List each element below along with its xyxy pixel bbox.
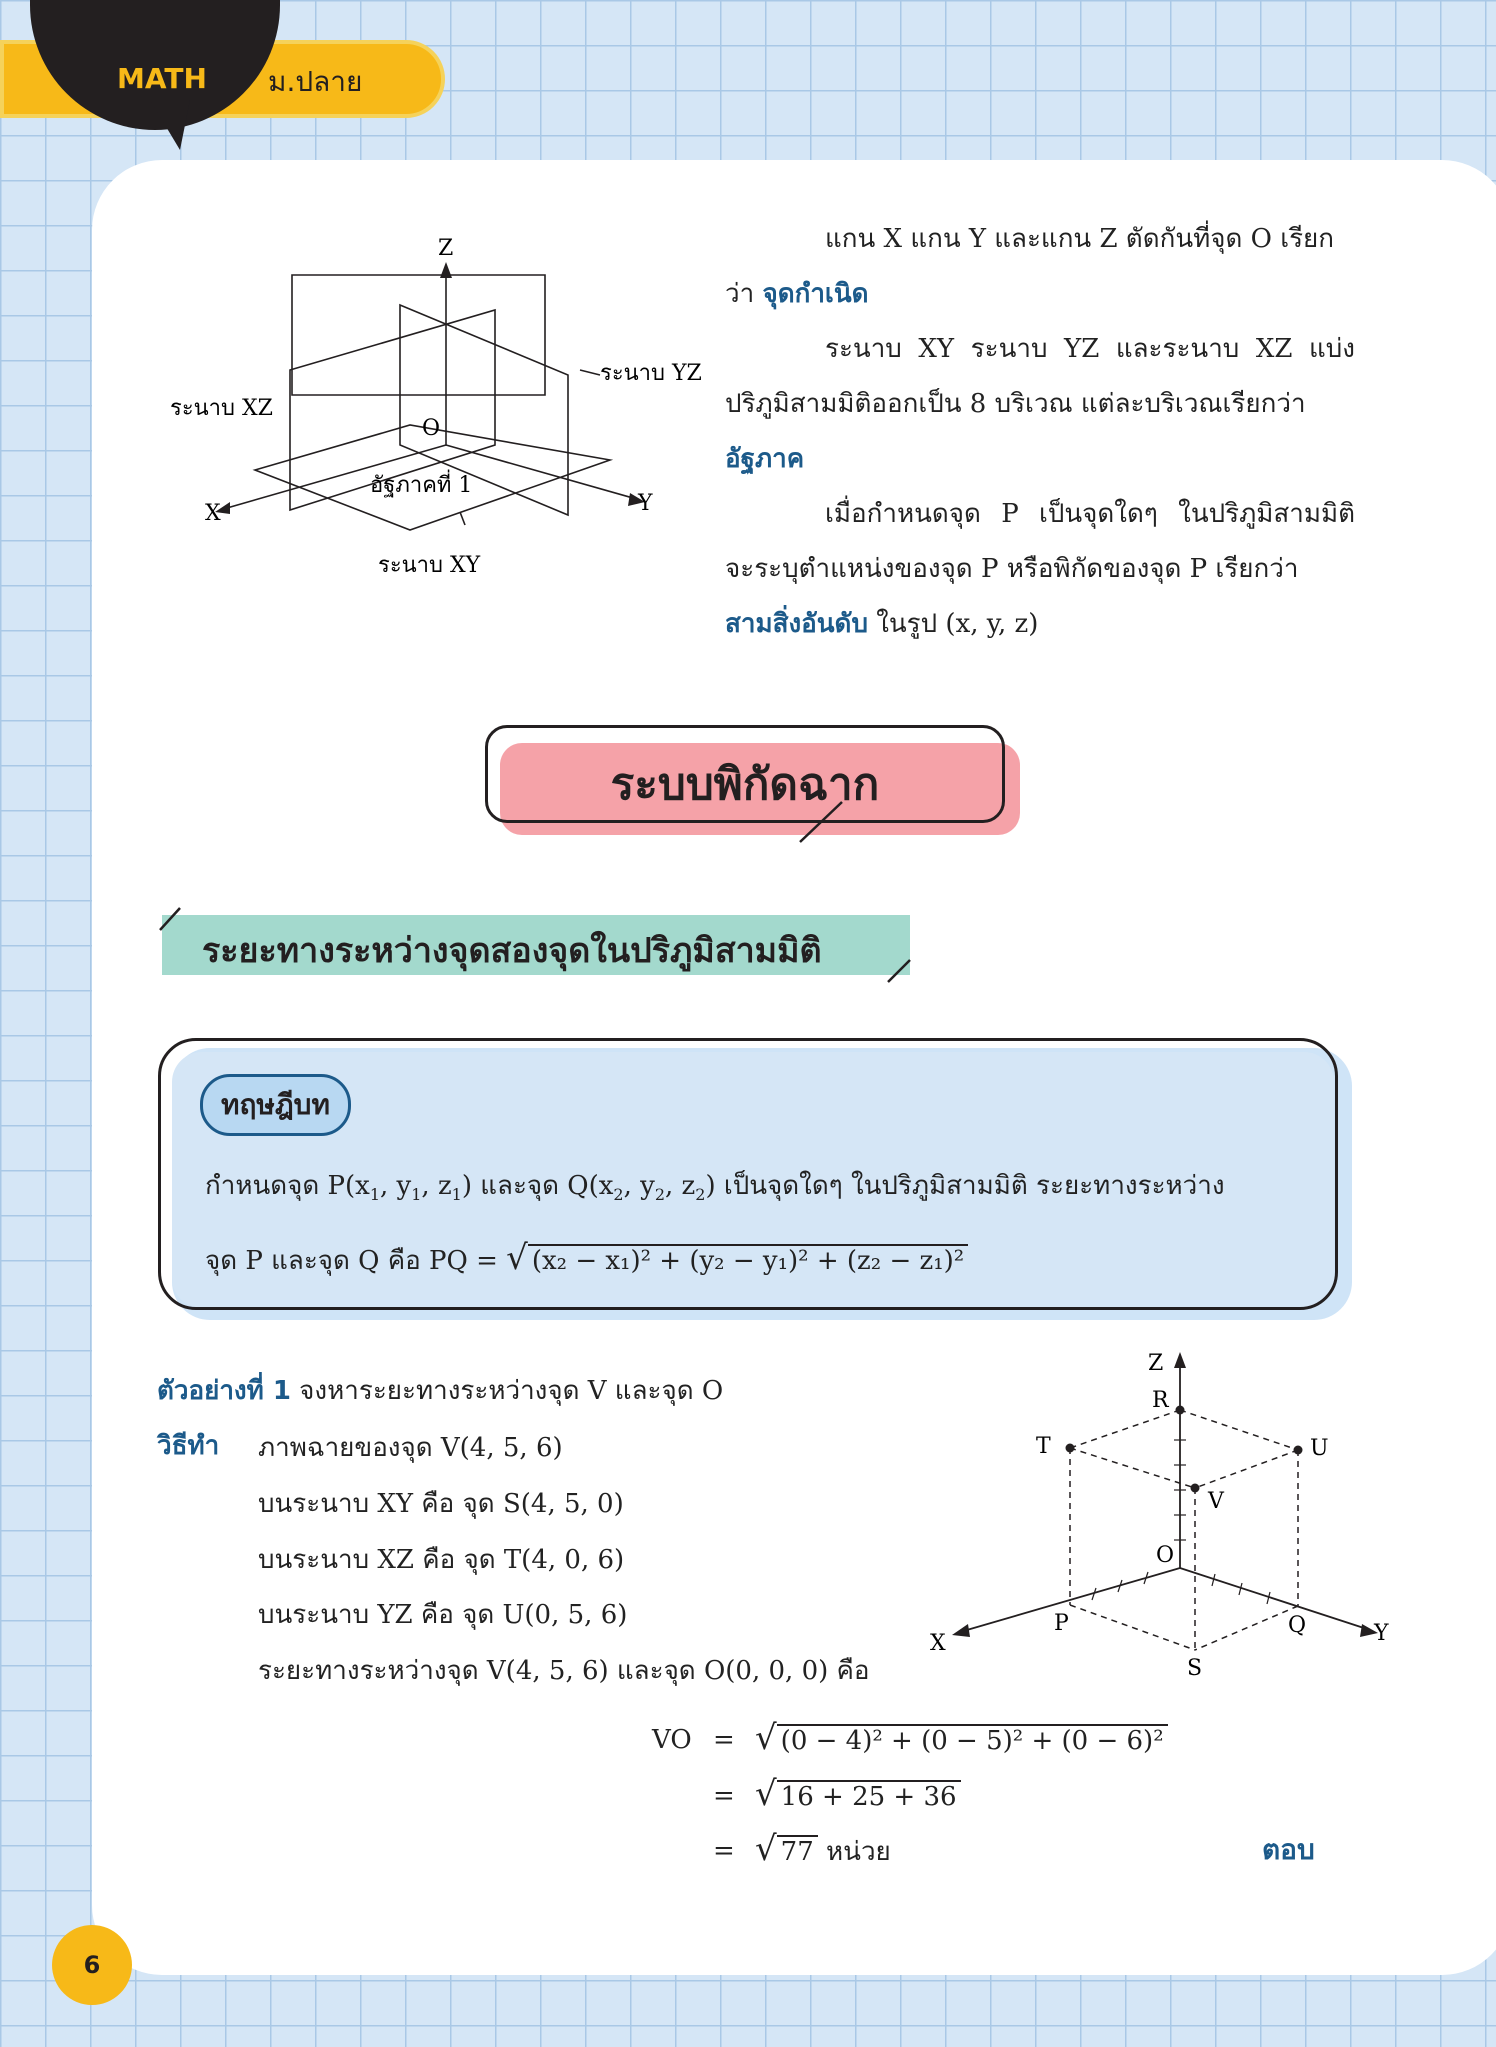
step-2: บนระนาบ XY คือ จุด S(4, 5, 0) xyxy=(258,1489,624,1519)
section-title-tick xyxy=(790,800,850,850)
diagram2-z-label: Z xyxy=(1148,1351,1164,1376)
step-1: ภาพฉายของจุด V(4, 5, 6) xyxy=(258,1433,563,1463)
method-label: วิธีทำ xyxy=(157,1431,220,1461)
intro-text xyxy=(725,212,1355,652)
point-s-label: S xyxy=(1187,1656,1203,1680)
step-3: บนระนาบ XZ คือ จุด T(4, 0, 6) xyxy=(258,1545,625,1575)
subsection-title: ระยะทางระหว่างจุดสองจุดในปริภูมิสามมิติ xyxy=(202,931,822,971)
diagram1-z-label: Z xyxy=(438,236,454,261)
point-u-label: U xyxy=(1310,1436,1329,1461)
diagram2-y-label: Y xyxy=(1374,1621,1389,1646)
example-label: ตัวอย่างที่ 1 xyxy=(157,1376,291,1406)
plane-yz-label: ระนาบ YZ xyxy=(600,361,702,386)
page-number: 6 xyxy=(52,1925,132,2005)
sqrt-sign: √ xyxy=(755,1774,777,1814)
point-v-label: V xyxy=(1208,1489,1224,1514)
plane-xy-label: ระนาบ XY xyxy=(378,553,481,578)
origin-term: จุดกำเนิด xyxy=(762,279,869,309)
diagram1-x-label: X xyxy=(205,501,221,526)
plane-xz-label: ระนาบ XZ xyxy=(170,396,273,421)
equals-1: = xyxy=(713,1725,735,1755)
octant-term: อัฐภาค xyxy=(725,444,805,474)
subsection-tick-right xyxy=(885,955,915,985)
step-5: ระยะทางระหว่างจุด V(4, 5, 6) และจุด O(0, 0, 0) คือ xyxy=(258,1656,870,1686)
point-q-label: Q xyxy=(1288,1613,1307,1638)
diagram2-x-label: X xyxy=(930,1631,946,1656)
vo-label: VO xyxy=(652,1725,692,1755)
y-axis xyxy=(446,445,640,500)
header-level: ม.ปลาย xyxy=(268,65,363,98)
sqrt-sign: √ xyxy=(755,1718,777,1758)
plane-yz-shape xyxy=(292,275,545,395)
section-title-box xyxy=(485,725,1010,825)
point-r-label: R xyxy=(1152,1388,1169,1413)
theorem-formula: (x₂ − x₁)² + (y₂ − y₁)² + (z₂ − z₁)² xyxy=(528,1244,968,1276)
triple-term: สามสิ่งอันดับ xyxy=(725,609,868,639)
header-subject: MATH xyxy=(117,62,207,95)
subsection-title-box xyxy=(162,915,910,975)
result-line1: √ (0 − 4)² + (0 − 5)² + (0 − 6)² xyxy=(755,1718,1168,1758)
diagram2-origin-label: O xyxy=(1156,1543,1175,1568)
cuboid-diagram xyxy=(930,1340,1400,1680)
step-4: บนระนาบ YZ คือ จุด U(0, 5, 6) xyxy=(258,1600,628,1630)
x-axis xyxy=(960,1568,1180,1632)
intro-p1: แกน X แกน Y และแกน Z ตัดกันที่จุด O เรียก xyxy=(825,224,1335,254)
intro-p1b: ว่า xyxy=(725,279,763,309)
diagram1-origin-label: O xyxy=(422,416,441,441)
y-axis xyxy=(1180,1568,1370,1630)
intro-p2: ระนาบ XY ระนาบ YZ และระนาบ XZ แบ่งปริภูมิสามมิติออกเป็น 8 บริเวณ แต่ละบริเวณเรียกว่า xyxy=(725,334,1355,419)
theorem-badge: ทฤษฎีบท xyxy=(200,1074,351,1136)
point-t-label: T xyxy=(1036,1434,1051,1459)
coordinate-planes-diagram xyxy=(160,230,720,590)
intro-p3: เมื่อกำหนดจุด P เป็นจุดใดๆ ในปริภูมิสามมิติ จะระบุตำแหน่งของจุด P หรือพิกัดของจุด P เรียกว่า xyxy=(725,499,1355,584)
section-title: ระบบพิกัดฉาก xyxy=(610,759,880,810)
result-line3: √ 77 หน่วย xyxy=(755,1829,891,1869)
octant1-label: อัฐภาคที่ 1 xyxy=(370,473,473,498)
header-bubble-tail xyxy=(150,100,190,150)
result-line2: √ 16 + 25 + 36 xyxy=(755,1774,961,1814)
equals-2: = xyxy=(713,1781,735,1811)
theorem-line1: กำหนดจุด $P(x_1$, $y_1$, $z_1$) และจุด $Q(x_2$, $y_2$, $z_2$) เป็นจุดใดๆ ในปริภูมิสามมิติ ระยะทางระหว่าง xyxy=(205,1171,1225,1205)
example-question: ตัวอย่างที่ 1 จงหาระยะทางระหว่างจุด V และจุด O xyxy=(157,1376,724,1406)
diagram1-y-label: Y xyxy=(638,491,653,516)
point-p-label: P xyxy=(1054,1611,1069,1636)
sqrt-sign: √ xyxy=(506,1238,528,1278)
intro-p3b: ในรูป (x, y, z) xyxy=(867,609,1039,639)
theorem-line2: จุด P และจุด Q คือ PQ = √ (x₂ − x₁)² + (y₂ − y₁)² + (z₂ − z₁)² xyxy=(205,1238,968,1281)
subsection-tick-left xyxy=(155,905,185,935)
sqrt-sign: √ xyxy=(755,1829,777,1869)
equals-3: = xyxy=(713,1836,735,1866)
answer-label: ตอบ xyxy=(1262,1833,1315,1866)
